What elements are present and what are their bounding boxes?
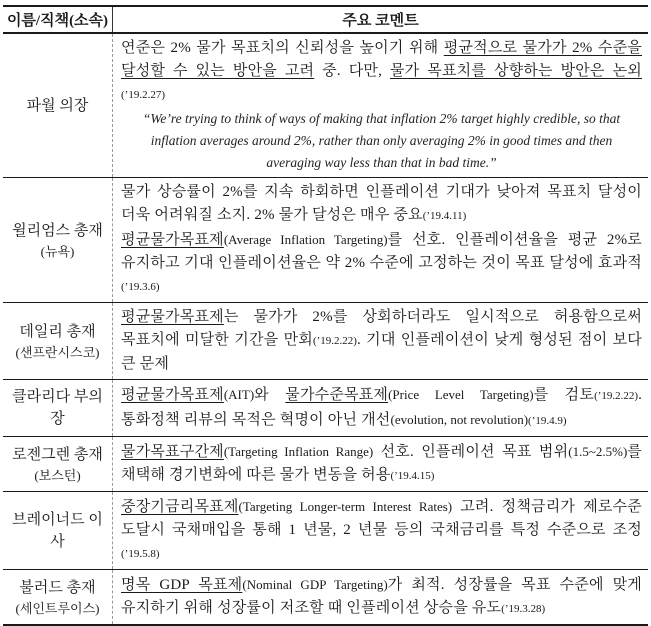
official-name: 클라리다 부의장	[12, 389, 103, 427]
text-segment: 물가 목표치를 상향하는 방안은 논외	[389, 63, 642, 79]
text-segment: (’19.5.8)	[121, 548, 160, 560]
comment-cell	[113, 492, 648, 569]
text-segment: (Nominal GDP Targeting)	[242, 577, 388, 592]
table-header-row	[3, 7, 648, 34]
table-row	[3, 380, 648, 437]
text-segment: (’19.3.28)	[501, 603, 546, 615]
official-name: 데일리 총재	[19, 323, 96, 340]
text-segment: “We’re trying to think of ways of making that inflation 2% target highly credible, so that inflation averages around 2%, rather than only averaging 2% in good times and then averaging way less than that in bad time.”	[142, 111, 621, 170]
fed-officials-comments-table	[3, 5, 648, 626]
official-name-cell	[3, 303, 113, 379]
text-segment: 고려. 정책금리가 제로수준 도달시 국채매입을 통해 1 년물, 2 년물 등의 국채금리를 특정 수준으로 조정	[121, 499, 642, 538]
text-segment: 물가목표구간제	[121, 444, 224, 460]
text-segment: 평균물가목표제	[121, 387, 224, 403]
comment-paragraph	[121, 440, 642, 488]
text-segment: (’19.3.6)	[121, 281, 160, 293]
quote-paragraph	[121, 107, 642, 174]
comment-paragraph	[121, 306, 642, 376]
text-segment: . 기대 인플레이션이 낮게 형성된 점이 보다 큰 문제	[121, 332, 642, 372]
text-segment: (’19.2.22)	[594, 390, 639, 402]
official-name-cell	[3, 380, 113, 436]
text-segment: 평균물가목표제	[121, 309, 224, 325]
comment-cell	[113, 34, 648, 177]
text-segment: 를 채택해 경기변화에 따른 물가 변동을 허용	[121, 444, 642, 483]
comment-cell	[113, 303, 648, 379]
text-segment: 중장기금리목표제	[121, 499, 239, 515]
official-name-cell	[3, 34, 113, 177]
official-name: 로젠그렌 총재	[12, 446, 103, 463]
comment-paragraph	[121, 181, 642, 228]
comment-cell	[113, 570, 648, 624]
table-row	[3, 570, 648, 624]
official-name: 파월 의장	[26, 97, 89, 114]
text-segment: 선호. 인플레이션 목표 범위	[373, 444, 569, 460]
text-segment: (’19.2.22)	[312, 335, 357, 347]
official-name: 윌리엄스 총재	[12, 222, 103, 239]
official-affiliation: (뉴욕)	[40, 243, 75, 259]
comment-paragraph	[121, 383, 642, 433]
official-affiliation: (보스턴)	[34, 467, 81, 483]
table-row	[3, 492, 648, 570]
text-segment: 는 물가가 2%를 상회하더라도 일시적으로 허용함으로써 목표치에 미달한 기간을 만회	[121, 309, 642, 348]
text-segment: 를 검토	[533, 387, 595, 403]
table-row	[3, 178, 648, 303]
table-row	[3, 303, 648, 380]
text-segment: . 통화정책 리뷰의 목적은 혁명이 아닌 개선	[121, 387, 643, 428]
text-segment: (’19.4.15)	[390, 470, 435, 482]
text-segment: (’19.4.9)	[528, 415, 567, 427]
comment-cell	[113, 437, 648, 491]
text-segment: (’19.2.27)	[121, 89, 165, 101]
text-segment: (Price Level Targeting)	[388, 387, 534, 402]
comment-cell	[113, 380, 648, 436]
text-segment: (Average Inflation Targeting)	[223, 232, 388, 247]
header-name-column: 이름/직책(소속)	[3, 7, 113, 32]
official-affiliation: (세인트루이스)	[15, 600, 100, 616]
comment-cell	[113, 178, 648, 302]
text-segment: 를 선호. 인플레이션율을 평균 2%로 유지하고 기대 인플레이션율은 약 2% 수준에 고정하는 것이 목표 달성에 효과적	[121, 232, 643, 271]
text-segment: 연준은 2% 물가 목표치의 신뢰성을 높이기 위해	[121, 40, 444, 56]
text-segment: 가 최적. 성장률을 목표 수준에 맞게 유지하기 위해 성장률이 저조할 때 인플레이션 상승을 유도	[121, 577, 642, 616]
text-segment: 평균물가목표제	[121, 232, 224, 248]
text-segment: 명목 GDP 목표제	[121, 577, 243, 593]
comment-paragraph	[121, 573, 642, 621]
official-name: 불러드 총재	[19, 579, 96, 596]
text-segment: 와	[254, 387, 286, 403]
text-segment: 물가수준목표제	[285, 387, 389, 403]
table-row	[3, 437, 648, 492]
text-segment: (’19.4.11)	[422, 210, 467, 222]
official-name: 브레이너드 이사	[12, 511, 103, 550]
text-segment: 물가 상승률이 2%를 지속 하회하면 인플레이션 기대가 낮아져 목표치 달성이 더욱 어려워질 소지. 2% 물가 달성은 매우 중요	[121, 184, 642, 223]
text-segment: (AIT)	[223, 387, 255, 402]
text-segment: (evolution, not revolution)	[390, 412, 529, 427]
official-affiliation: (샌프란시스코)	[15, 344, 100, 360]
official-name-cell	[3, 570, 113, 624]
comment-paragraph	[121, 228, 642, 299]
text-segment: 평균적으로 물가가 2% 수준을 달성할 수 있는 방안을 고려	[121, 40, 642, 79]
official-name-cell	[3, 492, 113, 569]
official-name-cell	[3, 437, 113, 491]
text-segment: (Targeting Longer-term Interest Rates)	[238, 499, 453, 514]
text-segment: (Targeting Inflation Range)	[223, 444, 374, 459]
header-comment-column: 주요 코멘트	[342, 13, 419, 29]
table-row	[3, 34, 648, 178]
text-segment: (1.5~2.5%)	[568, 444, 628, 459]
text-segment: 중. 다만,	[314, 63, 390, 79]
comment-paragraph	[121, 37, 642, 107]
official-name-cell	[3, 178, 113, 302]
comment-paragraph	[121, 495, 642, 566]
